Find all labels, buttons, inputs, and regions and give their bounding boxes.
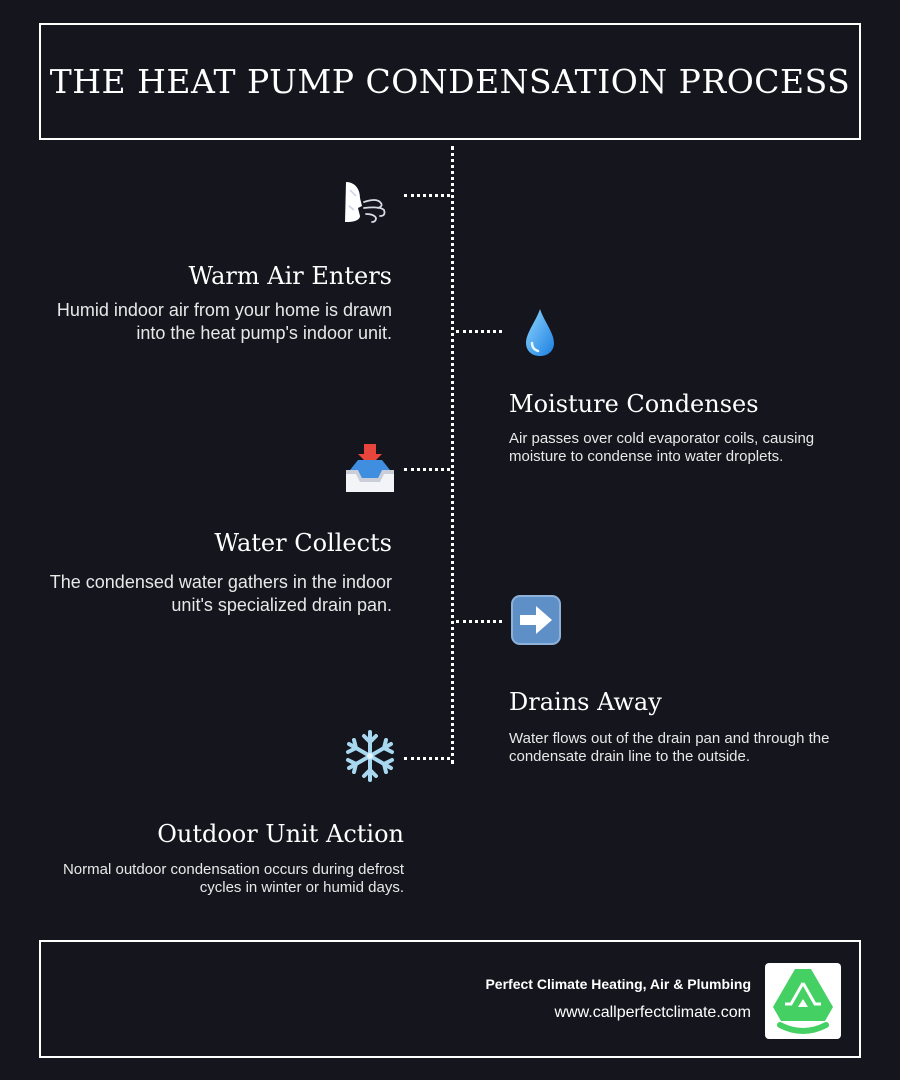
snowflake-icon bbox=[342, 728, 398, 784]
step-4-description: Water flows out of the drain pan and through the condensate drain line to the outside. bbox=[509, 730, 830, 765]
company-logo bbox=[765, 963, 841, 1039]
step-4-title: Drains Away bbox=[509, 688, 662, 716]
connector-step-5 bbox=[404, 757, 450, 760]
step-5-description: Normal outdoor condensation occurs during defrost cycles in winter or humid days. bbox=[62, 861, 404, 896]
page-title: THE HEAT PUMP CONDENSATION PROCESS bbox=[49, 62, 851, 101]
footer-banner bbox=[39, 940, 861, 1058]
step-3-description: The condensed water gathers in the indoor unit's specialized drain pan. bbox=[49, 572, 392, 615]
connector-step-4 bbox=[456, 620, 502, 623]
logo-mark-icon bbox=[765, 963, 841, 1039]
step-3-title: Water Collects bbox=[214, 529, 392, 557]
step-2-description: Air passes over cold evaporator coils, causing moisture to condense into water droplets. bbox=[509, 430, 815, 465]
step-1-description: Humid indoor air from your home is drawn into the heat pump's indoor unit. bbox=[56, 300, 392, 343]
step-2-title: Moisture Condenses bbox=[509, 390, 759, 418]
connector-step-2 bbox=[456, 330, 502, 333]
step-5-title: Outdoor Unit Action bbox=[157, 820, 404, 848]
step-1-title: Warm Air Enters bbox=[188, 262, 392, 290]
wind-face-icon bbox=[340, 176, 396, 232]
right-arrow-icon bbox=[508, 592, 564, 648]
inbox-tray-icon bbox=[342, 440, 398, 496]
timeline-line bbox=[451, 146, 454, 764]
company-name: Perfect Climate Heating, Air & Plumbing bbox=[485, 976, 751, 992]
connector-step-3 bbox=[404, 468, 450, 471]
website-link[interactable]: www.callperfectclimate.com bbox=[554, 1004, 751, 1021]
title-banner bbox=[39, 23, 861, 140]
water-drop-icon bbox=[512, 305, 568, 361]
connector-step-1 bbox=[404, 194, 450, 197]
